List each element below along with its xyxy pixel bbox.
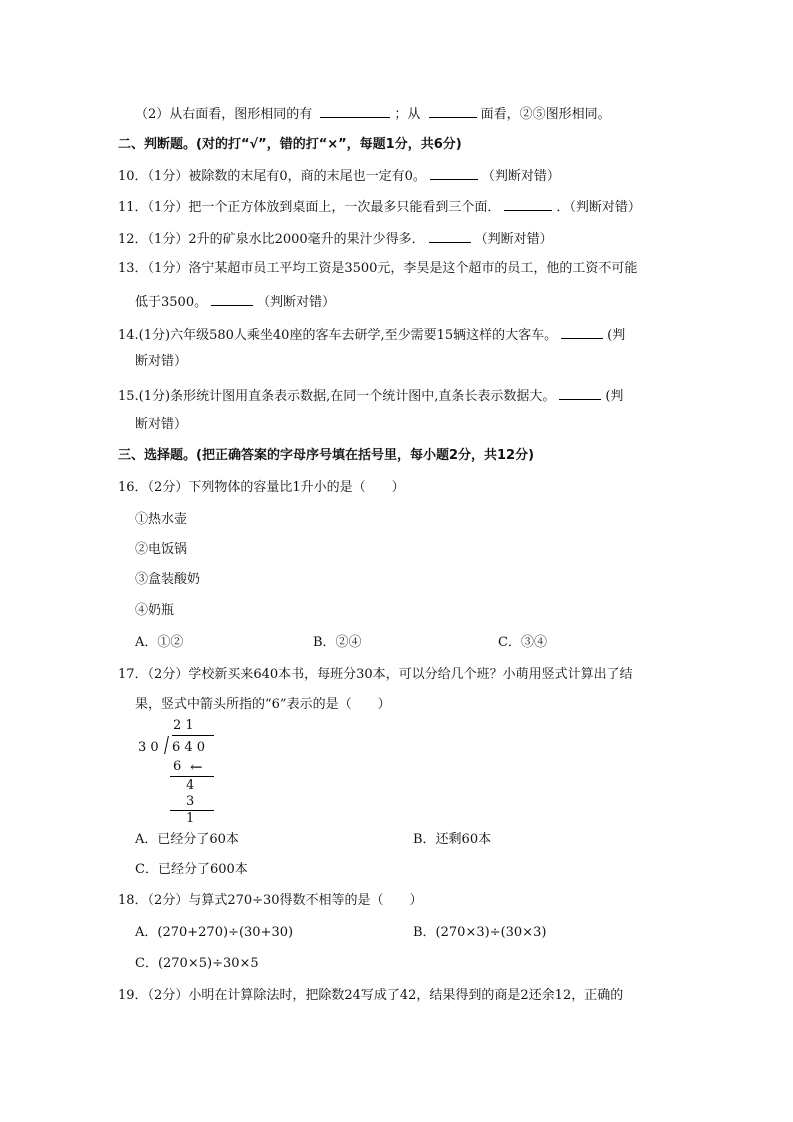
dividend: 6 4 0 xyxy=(172,740,206,755)
answer-blank[interactable] xyxy=(320,105,390,118)
option-c[interactable]: C．(270×5)÷30×5 xyxy=(135,956,259,971)
remainder: 1 xyxy=(186,811,195,826)
question-14-cont: 断对错） xyxy=(135,354,188,369)
option-b[interactable]: B．(270×3)÷(30×3) xyxy=(413,925,547,940)
question-14 xyxy=(118,326,625,344)
question-11 xyxy=(118,198,641,216)
option-b[interactable]: B．②④ xyxy=(313,635,362,650)
question-suffix: (判 xyxy=(607,328,626,343)
question-16: 16．（2分）下列物体的容量比1升小的是（ ） xyxy=(118,480,405,495)
section-title: 三、选择题。(把正确答案的字母序号填在括号里，每小题2分，共12分) xyxy=(118,448,535,463)
q9-part2 xyxy=(135,105,611,123)
question-suffix: （判断对错） xyxy=(474,232,553,247)
arrow-icon: ← xyxy=(190,758,203,776)
question-19: 19．（2分）小明在计算除法时，把除数24写成了42，结果得到的商是2还余12，正确的 xyxy=(118,988,624,1003)
quotient: 2 1 xyxy=(173,718,194,733)
question-text: 14.(1分)六年级580人乘坐40座的客车去研学,至少需要15辆这样的大客车。 xyxy=(118,328,558,343)
option-a[interactable]: A．①② xyxy=(135,635,184,650)
question-15-cont: 断对错） xyxy=(135,417,188,432)
division-bracket xyxy=(164,736,170,754)
question-text: 低于3500。 xyxy=(135,295,208,310)
step-product: 6 xyxy=(173,759,182,774)
q9-text: 面看，②⑤图形相同。 xyxy=(480,107,611,122)
q16-item: ③盒装酸奶 xyxy=(135,572,201,587)
answer-blank[interactable] xyxy=(211,293,253,306)
question-suffix: (判 xyxy=(605,389,624,404)
question-text: 11．（1分）把一个正方体放到桌面上，一次最多只能看到三个面． xyxy=(118,200,501,215)
q16-item: ④奶瓶 xyxy=(135,603,175,618)
q9-text: （2）从右面看，图形相同的有 xyxy=(135,107,313,122)
answer-blank[interactable] xyxy=(561,326,603,339)
divisor: 3 0 xyxy=(138,740,159,755)
answer-blank[interactable] xyxy=(429,105,477,118)
division-bar xyxy=(172,735,214,736)
option-a[interactable]: A．已经分了60本 xyxy=(135,832,239,847)
division-line xyxy=(170,776,214,777)
question-17: 17．（2分）学校新买来640本书，每班分30本，可以分给几个班？小萌用竖式计算出了结 xyxy=(118,667,633,682)
question-17-cont: 果，竖式中箭头所指的“6”表示的是（ ） xyxy=(135,697,391,712)
option-c[interactable]: C．③④ xyxy=(498,635,547,650)
question-suffix: （判断对错） xyxy=(257,295,336,310)
q9-text: ；从 xyxy=(394,107,421,122)
question-12 xyxy=(118,230,553,248)
option-c[interactable]: C．已经分了600本 xyxy=(135,862,248,877)
long-division-figure xyxy=(138,718,228,828)
section-title: 二、判断题。(对的打“√”，错的打“×”，每题1分，共6分) xyxy=(118,137,462,152)
question-18: 18．（2分）与算式270÷30得数不相等的是（ ） xyxy=(118,893,423,908)
question-suffix: ．（判断对错） xyxy=(556,200,641,215)
answer-blank[interactable] xyxy=(429,230,471,243)
answer-blank[interactable] xyxy=(559,387,601,400)
option-b[interactable]: B．还剩60本 xyxy=(413,832,492,847)
question-suffix: （判断对错） xyxy=(481,169,560,184)
step-product: 3 xyxy=(186,794,195,809)
question-15 xyxy=(118,387,623,405)
question-13-cont xyxy=(135,293,335,311)
option-a[interactable]: A．(270+270)÷(30+30) xyxy=(135,925,294,940)
step-remainder: 4 xyxy=(186,778,195,793)
q16-item: ①热水壶 xyxy=(135,512,188,527)
answer-blank[interactable] xyxy=(430,167,478,180)
question-text: 12．（1分）2升的矿泉水比2000毫升的果汁少得多． xyxy=(118,232,425,247)
question-text: 15.(1分)条形统计图用直条表示数据,在同一个统计图中,直条长表示数据大。 xyxy=(118,389,556,404)
answer-blank[interactable] xyxy=(504,198,552,211)
question-13: 13．（1分）洛宁某超市员工平均工资是3500元，李昊是这个超市的员工，他的工资不可能 xyxy=(118,261,638,276)
question-10 xyxy=(118,167,560,185)
question-text: 10．（1分）被除数的末尾有0，商的末尾也一定有0。 xyxy=(118,169,426,184)
q16-item: ②电饭锅 xyxy=(135,542,188,557)
